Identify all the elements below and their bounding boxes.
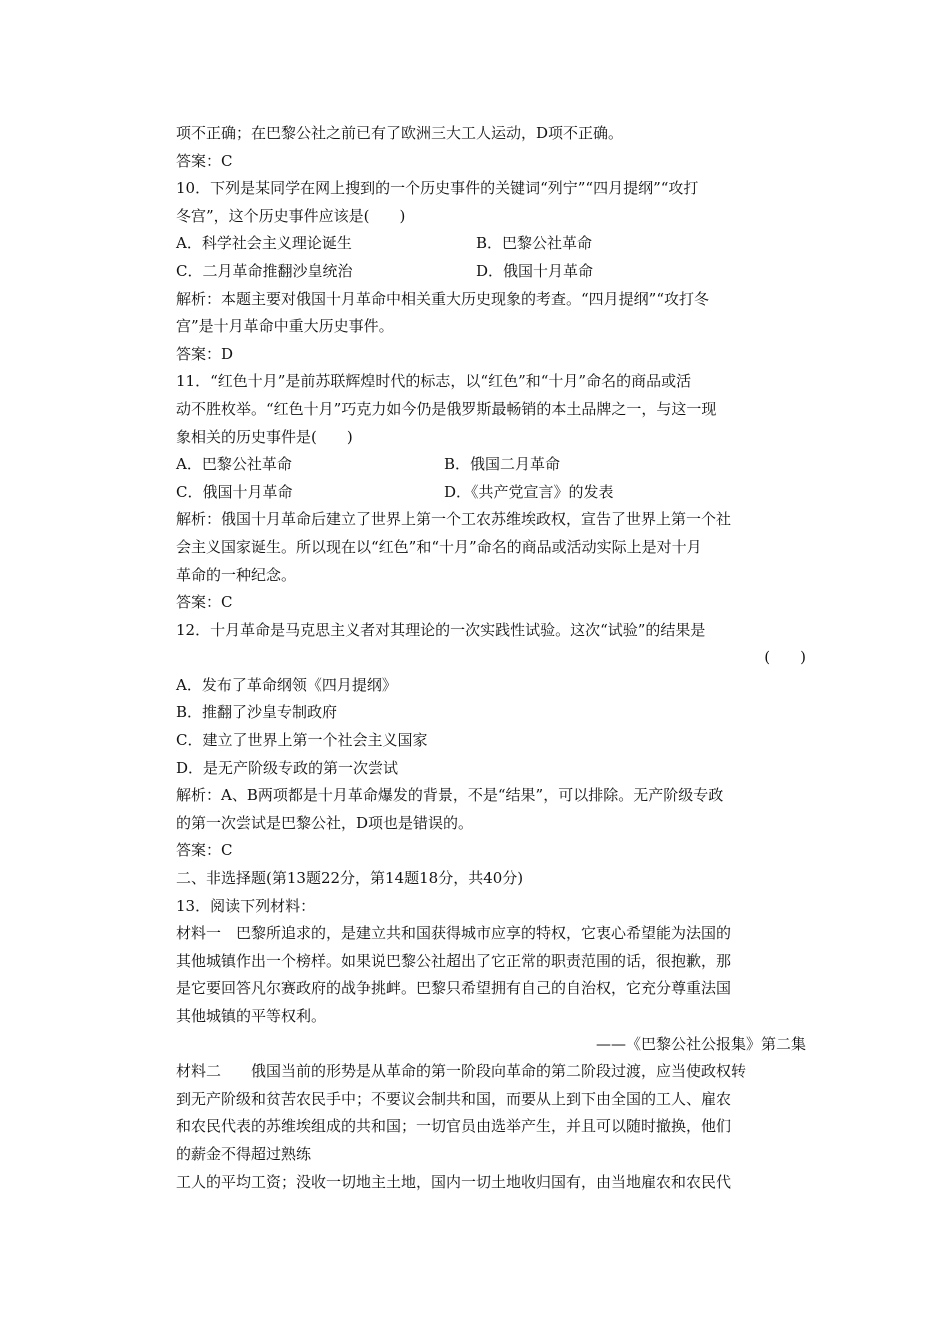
question-10-stem: 10．下列是某同学在网上搜到的一个历史事件的关键词“列宁”“四月提纲”“攻打 [176, 179, 699, 198]
answer-line: 答案：C [176, 841, 233, 860]
material-2-line: 材料二 俄国当前的形势是从革命的第一阶段向革命的第二阶段过渡，应当使政权转 [176, 1062, 747, 1081]
option-a: A．科学社会主义理论诞生 [176, 234, 352, 253]
question-10-options-row-2 [176, 258, 806, 286]
option-b: B．俄国二月革命 [444, 455, 561, 474]
material-1-line: 是它要回答凡尔赛政府的战争挑衅。巴黎只希望拥有自己的自治权，它充分尊重法国 [176, 979, 732, 998]
option-d: D．俄国十月革命 [476, 261, 594, 280]
answer-line: 答案：C [176, 151, 233, 170]
question-11-stem: 动不胜枚举。“红色十月”巧克力如今仍是俄罗斯最畅销的本土品牌之一，与这一现 [176, 399, 717, 418]
question-12-stem: 12．十月革命是马克思主义者对其理论的一次实践性试验。这次“试验”的结果是 [176, 620, 706, 639]
section-heading: 二、非选择题(第13题22分，第14题18分，共40分) [176, 869, 524, 888]
question-13-stem: 13．阅读下列材料： [176, 896, 316, 915]
question-11-options-row-1 [176, 451, 806, 479]
explanation-line: 的第一次尝试是巴黎公社，D项也是错误的。 [176, 813, 474, 832]
explanation-line: 解析：本题主要对俄国十月革命中相关重大历史现象的考查。“四月提纲”“攻打冬 [176, 289, 710, 308]
option-b: B．巴黎公社革命 [476, 234, 593, 253]
question-11-options-row-2 [176, 479, 806, 507]
question-11-stem: 象相关的历史事件是( ) [176, 427, 353, 446]
material-1-line: 其他城镇作出一个榜样。如果说巴黎公社超出了它正常的职责范围的话，很抱歉，那 [176, 951, 732, 970]
answer-line: 答案：D [176, 344, 234, 363]
material-1-source: ——《巴黎公社公报集》第二集 [595, 1034, 806, 1053]
option-c: C．俄国十月革命 [176, 482, 293, 501]
material-1-line: 材料一 巴黎所追求的，是建立共和国获得城市应享的特权，它衷心希望能为法国的 [176, 924, 732, 943]
option-c: C．二月革命推翻沙皇统治 [176, 261, 353, 280]
explanation-line: 解析：A、B两项都是十月革命爆发的背景，不是“结果”，可以排除。无产阶级专政 [176, 786, 724, 805]
document-body [176, 120, 806, 1196]
explanation-line: 革命的一种纪念。 [176, 565, 297, 584]
text-line: 项不正确；在巴黎公社之前已有了欧洲三大工人运动，D项不正确。 [176, 124, 624, 142]
option-b: B．推翻了沙皇专制政府 [176, 703, 338, 722]
material-1-line: 其他城镇的平等权利。 [176, 1007, 327, 1025]
explanation-line: 会主义国家诞生。所以现在以“红色”和“十月”命名的商品或活动实际上是对十月 [176, 537, 702, 556]
answer-bracket: ( ) [764, 648, 806, 667]
option-d: D．是无产阶级专政的第一次尝试 [176, 758, 399, 777]
answer-line: 答案：C [176, 593, 233, 612]
option-a: A．发布了革命纲领《四月提纲》 [176, 675, 397, 694]
option-d: D．《共产党宣言》的发表 [444, 482, 614, 501]
question-10-options-row-1 [176, 230, 806, 258]
question-11-stem: 11．“红色十月”是前苏联辉煌时代的标志，以“红色”和“十月”命名的商品或活 [176, 372, 692, 391]
explanation-line: 解析：俄国十月革命后建立了世界上第一个工农苏维埃政权，宣告了世界上第一个社 [176, 510, 732, 529]
material-2-line: 的薪金不得超过熟练 [176, 1144, 312, 1163]
material-2-line: 到无产阶级和贫苦农民手中；不要议会制共和国，而要从上到下由全国的工人、雇农 [176, 1089, 732, 1108]
material-2-line: 工人的平均工资；没收一切地主土地，国内一切土地收归国有，由当地雇农和农民代 [176, 1172, 732, 1191]
option-c: C．建立了世界上第一个社会主义国家 [176, 731, 428, 750]
question-10-stem: 冬宫”，这个历史事件应该是( ) [176, 206, 406, 225]
material-2-line: 和农民代表的苏维埃组成的共和国；一切官员由选举产生，并且可以随时撤换，他们 [176, 1117, 732, 1136]
explanation-line: 宫”是十月革命中重大历史事件。 [176, 317, 394, 336]
option-a: A．巴黎公社革命 [176, 455, 292, 474]
